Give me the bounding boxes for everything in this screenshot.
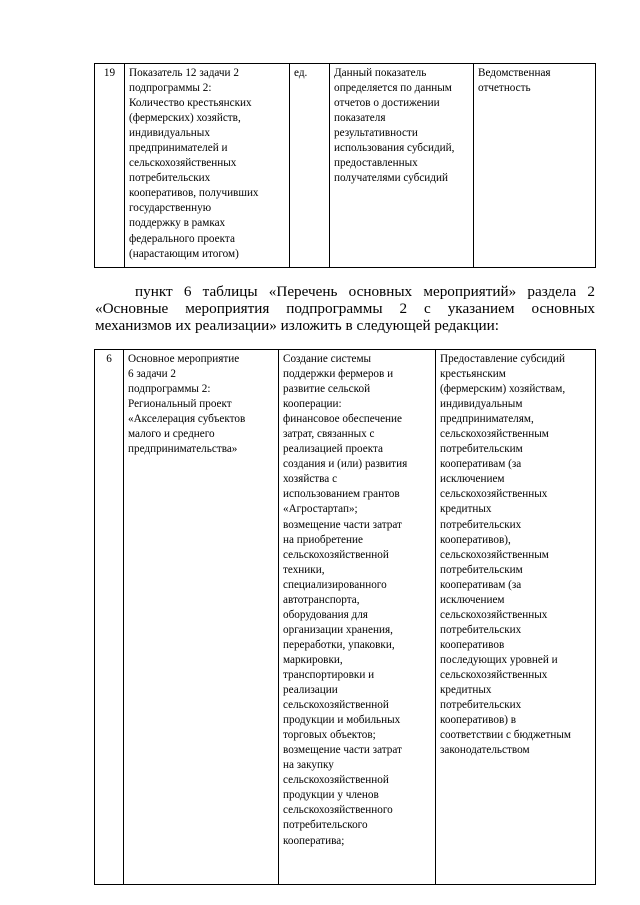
indicator-name-cell: Показатель 12 задачи 2 подпрограммы 2: Количество крестьянских (фермерских) хозяйств, индивидуальных предпринимателей и сельскохозяйственных потребительских кооперативов, получивших государственную поддержку в рамках федерального проекта (нарастающим итогом) <box>125 64 290 268</box>
activities-table <box>94 349 596 885</box>
description-cell: Предоставление субсидий крестьянским (фермерским) хозяйствам, индивидуальным предпринимателям, сельскохозяйственным потребительским кооперативам (за исключением сельскохозяйственных кредитных потребительских кооперативов), сельскохозяйственным потребительским кооперативам (за исключением сельскохозяйственных потребительских кооперативов последующих уровней и сельскохозяйственных кредитных потребительских кооперативов) в соответствии с бюджетным законодательством <box>436 350 596 885</box>
calculation-method-cell: Данный показатель определяется по данным отчетов о достижении показателя результативности использования субсидий, предоставленных получателями субсидий <box>330 64 474 268</box>
row-number: 19 <box>95 64 125 268</box>
table-row <box>95 64 596 268</box>
unit-cell: ед. <box>290 64 330 268</box>
mechanism-cell: Создание системы поддержки фермеров и развитие сельской кооперации: финансовое обеспечение затрат, связанных с реализацией проекта создания и (или) развития хозяйства с использованием грантов «Агростартап»; возмещение части затрат на приобретение сельскохозяйственной техники, специализированного автотранспорта, оборудования для организации хранения, переработки, упаковки, маркировки, транспортировки и реализации сельскохозяйственной продукции и мобильных торговых объектов; возмещение части затрат на закупку сельскохозяйственной продукции у членов сельскохозяйственного потребительского кооператива; <box>279 350 436 885</box>
activity-name-cell: Основное мероприятие 6 задачи 2 подпрограммы 2: Региональный проект «Акселерация субъектов малого и среднего предпринимательства» <box>124 350 279 885</box>
indicators-table <box>94 63 596 268</box>
table-row <box>95 350 596 885</box>
data-source-cell: Ведомственная отчетность <box>474 64 596 268</box>
amendment-paragraph: пункт 6 таблицы «Перечень основных мероприятий» раздела 2 «Основные мероприятия подпрограммы 2 с указанием основных механизмов их реализации» изложить в следующей редакции: <box>95 283 595 334</box>
row-number: 6 <box>95 350 124 885</box>
